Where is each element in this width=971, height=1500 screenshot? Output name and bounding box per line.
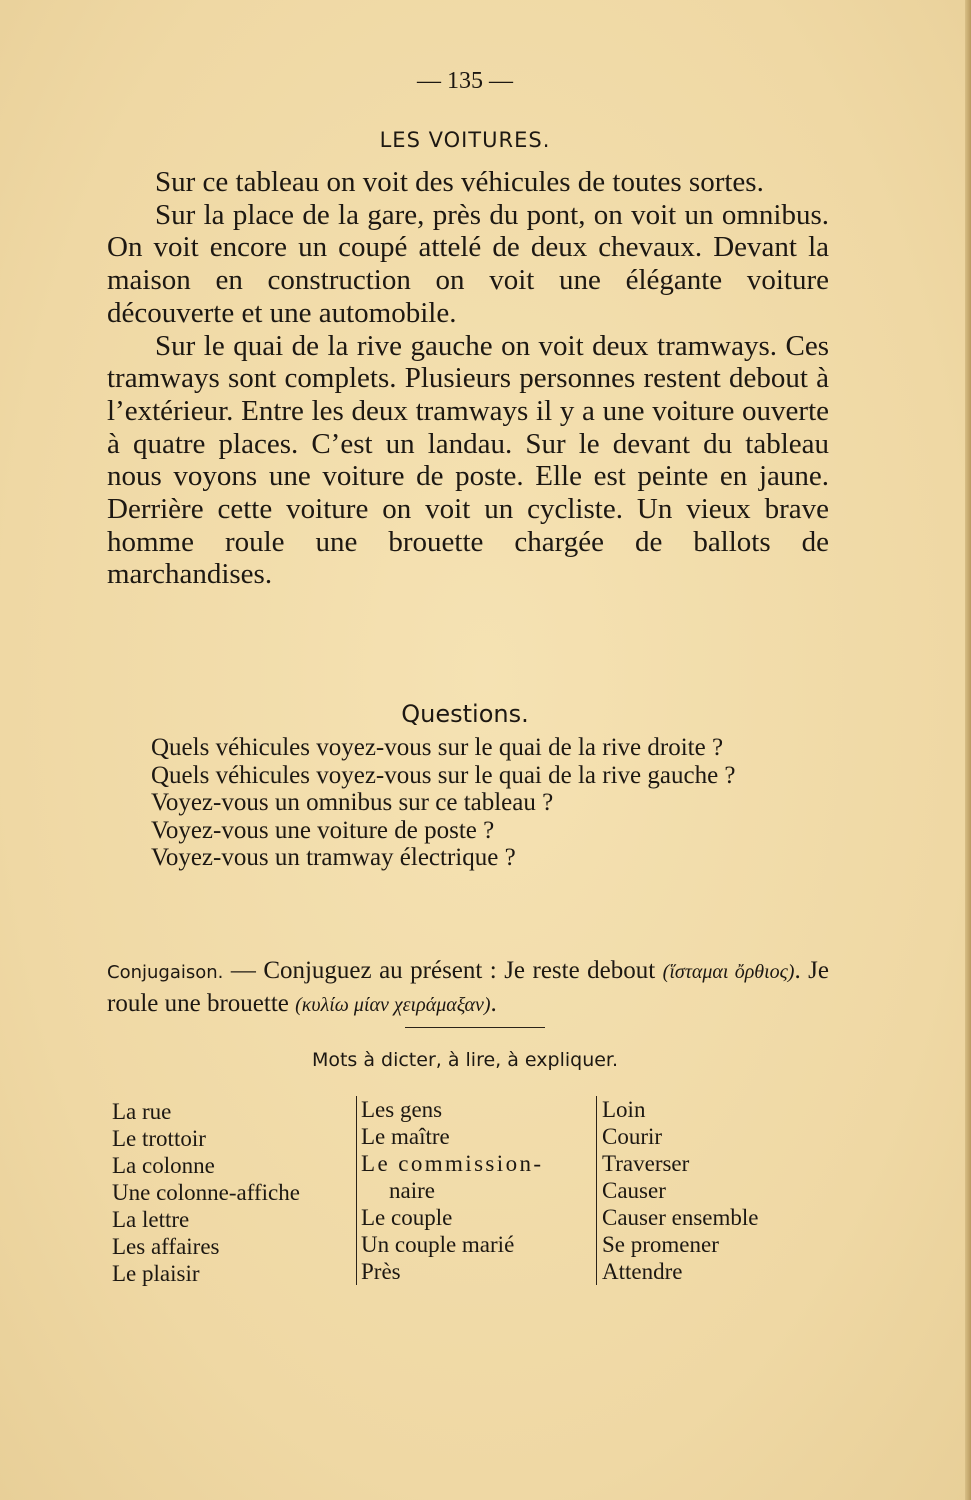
- vocab-word: Causer ensemble: [602, 1205, 759, 1230]
- lesson-title: LES VOITURES.: [379, 128, 551, 152]
- question-5: Voyez-vous un tramway électrique ?: [151, 844, 516, 871]
- vocab-word: Les gens: [361, 1097, 443, 1122]
- vocab-word: Loin: [602, 1097, 646, 1122]
- questions-list: [107, 734, 829, 872]
- vocabulary-heading: Mots à dicter, à lire, à expliquer.: [311, 1049, 619, 1071]
- question-2: Quels véhicules voyez-vous sur le quai de la rive gauche ?: [151, 761, 736, 789]
- vocab-word: La colonne: [112, 1153, 215, 1178]
- vocab-word: Attendre: [602, 1259, 683, 1284]
- question-1: Quels véhicules voyez-vous sur le quai de la rive droite ?: [151, 734, 724, 761]
- conjugation-text-3: .: [490, 990, 497, 1017]
- greek-gloss-1: (ἵσταμαι ὄρθιος): [662, 961, 795, 983]
- questions-heading: Questions.: [401, 700, 529, 728]
- lesson-text: [107, 166, 829, 591]
- greek-gloss-2: (κυλίω μίαν χειράμαξαν): [295, 994, 491, 1016]
- page-edge: [965, 0, 971, 1500]
- vocab-word: Le commission-: [361, 1151, 544, 1176]
- vocab-word: La lettre: [112, 1207, 190, 1232]
- conjugation-label: Conjugaison.: [107, 962, 224, 983]
- conjugation-exercise: [107, 955, 829, 1021]
- vocab-word-continued: naire: [389, 1178, 435, 1203]
- conjugation-text-2: . Je roule une brouette: [107, 957, 830, 1017]
- vocab-word: Le couple: [361, 1205, 453, 1230]
- vocab-word: Causer: [602, 1178, 666, 1203]
- vocab-word: Les affaires: [112, 1234, 220, 1259]
- question-4: Voyez-vous une voiture de poste ?: [151, 816, 495, 844]
- vocab-word: Se promener: [602, 1232, 719, 1257]
- vocab-word: Près: [361, 1259, 401, 1284]
- vocabulary-column-1: [112, 1098, 344, 1287]
- vocab-word: Traverser: [602, 1151, 690, 1176]
- conjugation-text-1: — Conjuguez au présent : Je reste debout: [223, 957, 663, 984]
- vocab-word: Le maître: [361, 1124, 450, 1149]
- vocab-word: Le trottoir: [112, 1126, 206, 1151]
- paragraph-2: Sur la place de la gare, près du pont, on voit un omnibus. On voit encore un coupé attelé de deux chevaux. Devant la maison en construction on voit une élégante voiture découverte et une automobile.: [107, 198, 829, 329]
- vocab-word: La rue: [112, 1099, 172, 1124]
- section-divider: [405, 1027, 545, 1028]
- vocab-word: Une colonne-affiche: [112, 1180, 300, 1205]
- paragraph-1: Sur ce tableau on voit des véhicules de toutes sortes.: [155, 166, 764, 198]
- vocabulary-column-2: [356, 1096, 595, 1285]
- paragraph-3: Sur le quai de la rive gauche on voit deux tramways. Ces tramways sont complets. Plusieurs personnes restent debout à l’extérieur. Entre les deux tramways il y a une voiture ouverte à quatre places. C’est un landau. Sur le devant du tableau nous voyons une voiture de poste. Elle est peinte en jaune. Derrière cette voiture on voit un cycliste. Un vieux brave homme roule une brouette chargée de ballots de marchandises.: [107, 329, 829, 591]
- vocab-word: Le plaisir: [112, 1261, 200, 1286]
- vocabulary-column-3: [596, 1096, 832, 1285]
- vocab-word: Un couple marié: [361, 1232, 515, 1257]
- question-3: Voyez-vous un omnibus sur ce tableau ?: [151, 789, 554, 816]
- vocab-word: Courir: [602, 1124, 663, 1149]
- page-number: — 135 —: [417, 68, 513, 94]
